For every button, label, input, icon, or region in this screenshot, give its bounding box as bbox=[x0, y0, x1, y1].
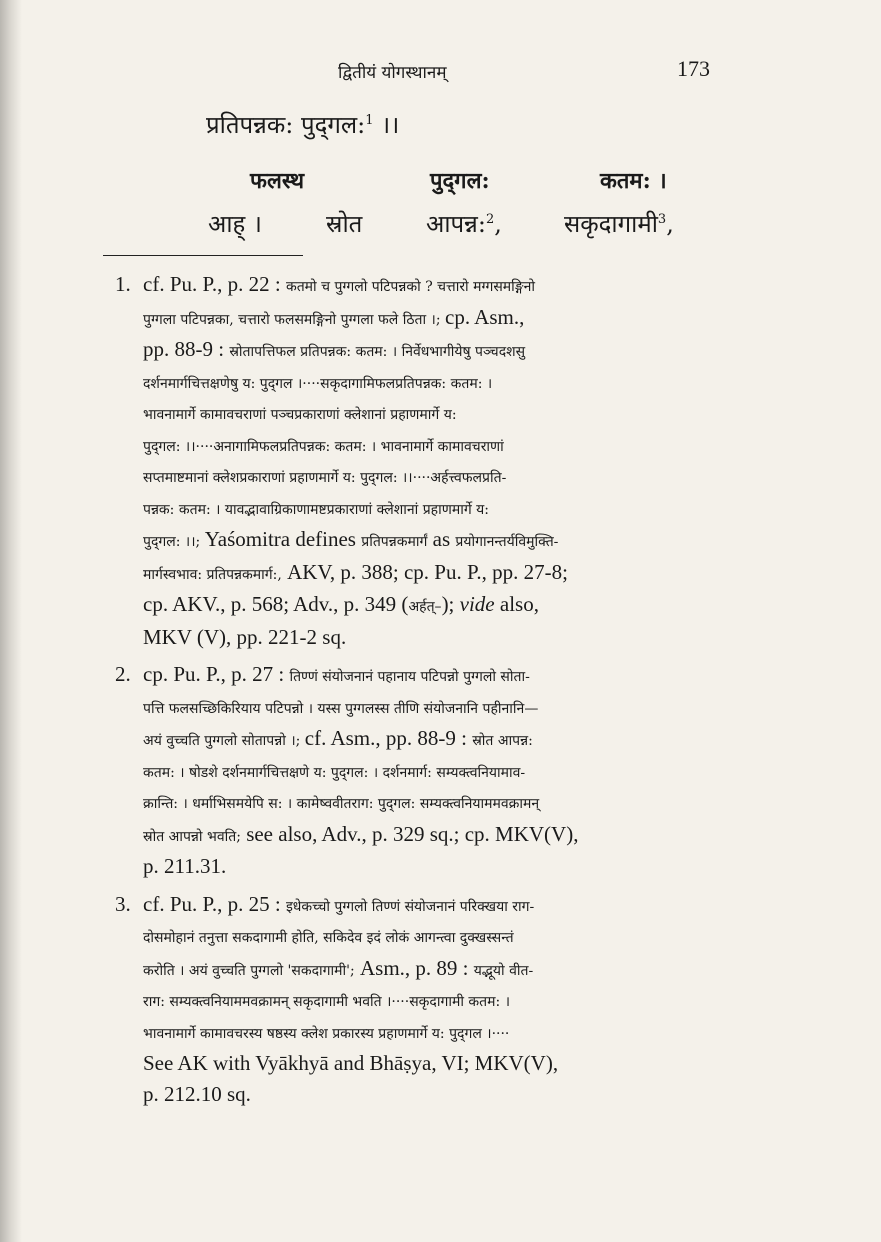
footnote-line bbox=[143, 303, 720, 336]
text-segment: पुद्‌गल: ।।; bbox=[143, 534, 205, 550]
footnote-line bbox=[143, 1049, 720, 1080]
text-segment: पन्नक: कतम: । यावद्भावाग्रिकाणामष्टप्रकाराणां क्लेशानां प्रहाणमार्गे य: bbox=[143, 501, 490, 518]
text-segment: vide bbox=[459, 592, 495, 616]
text-segment: स्रोत आपन्न: bbox=[472, 733, 533, 749]
footnote-ref: 3 bbox=[657, 212, 667, 227]
text-segment: also, bbox=[494, 592, 539, 616]
footnote-line bbox=[143, 494, 720, 526]
footnote-line bbox=[143, 1080, 720, 1111]
table-cell: सकृदागामी$^3$, bbox=[564, 210, 674, 238]
table-cell: आपन्न:$^2$, bbox=[426, 210, 502, 238]
text-segment: cp. Pu. P., p. 27 : bbox=[143, 662, 290, 686]
footnote-line bbox=[143, 462, 720, 494]
footnote-number: 1. bbox=[115, 272, 131, 296]
text-segment: पत्ति फलसच्छिकिरियाय पटिपन्नो । यस्स पुग्गलस्स तीणि संयोजनानि पहीनानि— bbox=[143, 700, 539, 717]
page-header bbox=[338, 56, 710, 86]
footnote-line bbox=[143, 335, 720, 368]
footnote-line bbox=[143, 986, 720, 1018]
footnote-line bbox=[143, 623, 720, 654]
text-segment: इधेकच्चो पुग्गलो तिण्णं संयोजनानं परिक्खया राग- bbox=[285, 898, 535, 915]
footnote-2 bbox=[115, 660, 720, 883]
footnotes bbox=[115, 270, 720, 1117]
text-segment: cp. AKV., p. 568; Adv., p. 349 ( bbox=[143, 592, 409, 616]
footnote-line bbox=[143, 852, 720, 883]
text-segment: AKV, p. 388; cp. Pu. P., pp. 27-8; bbox=[281, 559, 568, 584]
text-segment: यद्भूयो वीत- bbox=[473, 962, 534, 979]
text-segment: पुद्‌गल: ।।····अनागामिफलप्रतिपन्नक: कतम: । भावनामार्गे कामावचराणां bbox=[143, 438, 504, 455]
text-segment: ); bbox=[441, 592, 460, 616]
text-segment: कतमो च पुग्गलो पटिपन्नको ? चत्तारो मग्गसमङ्गिनो bbox=[285, 279, 536, 295]
text-segment: cf. Pu. P., p. 25 : bbox=[143, 891, 286, 916]
footnote-divider bbox=[103, 255, 303, 256]
text-segment: भावनामार्गे कामावचरस्य षष्ठस्य क्लेश प्रकारस्य प्रहाणमार्गे य: पुद्‌गल ।···· bbox=[143, 1025, 510, 1042]
footnote-line bbox=[143, 590, 720, 623]
page-binding-edge bbox=[0, 0, 22, 1242]
footnote-line bbox=[143, 757, 720, 789]
text-segment: राग: सम्यक्त्वनियाममवक्रामन् सकृदागामी भवति ।····सकृदागामी कतम: । bbox=[143, 994, 511, 1010]
footnote-line bbox=[143, 954, 720, 987]
text-segment: सप्तमाष्टमानां क्लेशप्रकाराणां प्रहाणमार्गे य: पुद्‌गल: ।।····अर्हत्त्वफलप्रति- bbox=[143, 470, 507, 486]
text-segment: अर्हत्– bbox=[408, 599, 442, 615]
text-segment: मार्गस्वभाव: प्रतिपन्नकमार्ग:, bbox=[143, 566, 282, 583]
footnote-text bbox=[143, 270, 720, 653]
table-cell: स्रोत bbox=[326, 210, 363, 238]
text-segment: पुग्गला पटिपन्नका, चत्तारो फलसमङ्गिनो पुग्गला फले ठिता ।; bbox=[143, 311, 445, 328]
footnote-line bbox=[143, 368, 720, 400]
page-number: 173 bbox=[677, 56, 710, 81]
footnote-line bbox=[143, 820, 720, 853]
verse-end: ।। bbox=[373, 111, 400, 139]
running-title: द्वितीयं योगस्थानम् bbox=[338, 63, 447, 83]
text-segment: cf. Pu. P., p. 22 : bbox=[143, 272, 286, 296]
footnote-ref: 1 bbox=[365, 113, 374, 128]
table-row bbox=[208, 207, 708, 245]
text-segment: क्रान्ति: । धर्माभिसमयेपि स: । कामेष्ववीतराग: पुद्‌गल: सम्यक्त्वनियाममवक्रामन् bbox=[143, 796, 540, 812]
footnote-line bbox=[143, 788, 720, 820]
text-segment: Yaśomitra defines bbox=[204, 527, 362, 551]
footnote-text bbox=[143, 660, 720, 883]
text-segment: प्रतिपन्नकमार्गं bbox=[361, 534, 428, 550]
text-segment: प्रयोगानन्तर्यविमुक्ति- bbox=[455, 534, 559, 550]
text-segment: भावनामार्गे कामावचराणां पञ्चप्रकाराणां क्लेशानां प्रहाणमार्गे य: bbox=[143, 407, 457, 423]
footnote-number: 2. bbox=[115, 662, 131, 686]
footnote-line bbox=[143, 270, 720, 303]
footnote-3 bbox=[115, 890, 720, 1111]
footnote-1 bbox=[115, 270, 720, 653]
table-header-cell: फलस्थ bbox=[250, 168, 305, 194]
table-cell: आह् । bbox=[208, 210, 262, 238]
verse-text: प्रतिपन्नक: पुद्‌गल: bbox=[206, 111, 366, 139]
footnote-line bbox=[143, 558, 720, 591]
text-segment: दर्शनमार्गचित्तक्षणेषु य: पुद्‌गल ।····सकृदागामिफलप्रतिपन्नक: कतम: । bbox=[143, 375, 493, 392]
footnote-text bbox=[143, 890, 720, 1111]
text-segment: स्रोत आपन्नो भवति; bbox=[143, 828, 241, 845]
footnote-line bbox=[143, 660, 720, 693]
text-segment: p. 212.10 sq. bbox=[143, 1081, 251, 1106]
footnote-line bbox=[143, 431, 720, 463]
text-segment: करोति । अयं वुच्चति पुग्गलो 'सकदागामी'; bbox=[143, 962, 355, 979]
text-segment: cp. Asm., bbox=[445, 304, 525, 329]
text-segment: MKV (V), pp. 221-2 sq. bbox=[143, 624, 347, 649]
text-segment: see also, Adv., p. 329 sq.; cp. MKV(V), bbox=[240, 821, 579, 846]
text-segment: कतम: । षोडशे दर्शनमार्गचित्तक्षणे य: पुद्‌गल: । दर्शनमार्ग: सम्यक्त्वनियामाव- bbox=[143, 764, 526, 781]
text-segment: p. 211.31. bbox=[143, 854, 227, 878]
text-segment: as bbox=[427, 527, 456, 551]
footnote-line bbox=[143, 525, 720, 558]
footnote-line bbox=[143, 1018, 720, 1050]
footnote-line bbox=[143, 693, 720, 725]
text-segment: cf. Asm., pp. 88-9 : bbox=[304, 726, 473, 750]
verse-line bbox=[206, 108, 399, 141]
table-header-cell: पुद्‌गल: bbox=[430, 168, 490, 194]
text-segment: दोसमोहानं तनुत्ता सकदागामी होति, सकिदेव इदं लोकं आगन्त्वा दुक्खस्सन्तं bbox=[143, 930, 514, 946]
footnote-ref: 2 bbox=[485, 212, 495, 227]
footnote-line bbox=[143, 890, 720, 923]
footnote-number: 3. bbox=[115, 891, 131, 916]
footnote-line bbox=[143, 724, 720, 757]
table-header-row bbox=[250, 165, 690, 197]
footnote-line bbox=[143, 399, 720, 431]
table-header-cell: कतम: । bbox=[600, 168, 667, 194]
text-segment: Asm., p. 89 : bbox=[354, 955, 474, 980]
text-segment: See AK with Vyākhyā and Bhāṣya, VI; MKV(V), bbox=[143, 1051, 559, 1075]
text-segment: तिण्णं संयोजनानं पहानाय पटिपन्नो पुग्गलो सोता- bbox=[289, 669, 530, 685]
text-segment: pp. 88-9 : bbox=[143, 337, 230, 361]
footnote-line bbox=[143, 922, 720, 954]
text-segment: स्रोतापत्तिफल प्रतिपन्नक: कतम: । निर्वेधभागीयेषु पञ्चदशसु bbox=[229, 344, 526, 360]
text-segment: अयं वुच्चति पुग्गलो सोतापन्नो ।; bbox=[143, 733, 305, 749]
